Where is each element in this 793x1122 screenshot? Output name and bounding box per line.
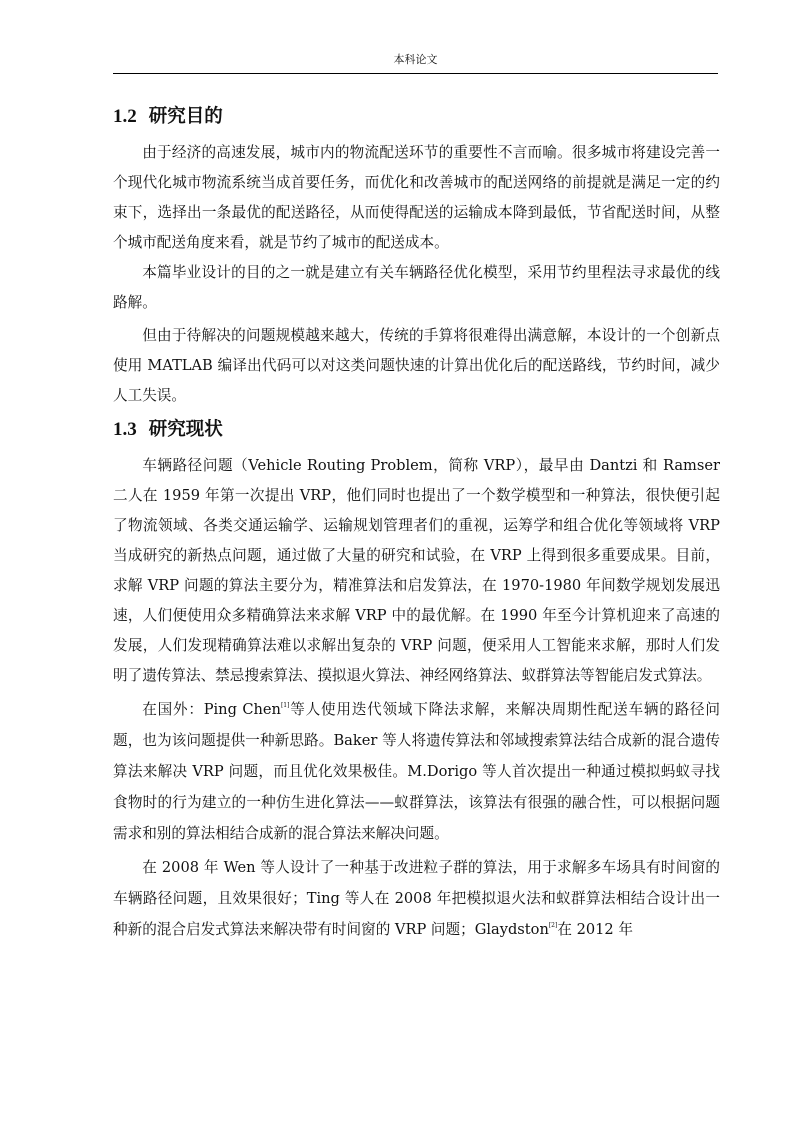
paragraph-text: 等人使用迭代领域下降法求解，来解决周期性配送车辆的路径问题，也为该问题提供一种新思路。Baker 等人将遗传算法和邻域搜索算法结合成新的混合遗传算法来解决 VRP 问题，而且优化效果极佳。M.Dorigo 等人首次提出一种通过模拟蚂蚁寻找食物时的行为建立的一种仿生进化算法——蚁群算法，该算法有很强的融合性，可以根据问题需求和别的算法相结合成新的混合算法来解决问题。 bbox=[113, 701, 720, 842]
paragraph: 车辆路径问题（Vehicle Routing Problem，简称 VRP），最早由 Dantzi 和 Ramser 二人在 1959 年第一次提出 VRP，他们同时也提出了一个数学模型和一种算法，很快便引起了物流领域、各类交通运输学、运输规划管理者们的重视，运筹学和组合优化等领域将 VRP 当成研究的新热点问题，通过做了大量的研究和试验，在 VRP 上得到很多重要成果。目前，求解 VRP 问题的算法主要分为，精准算法和启发算法，在 1970-1980 年间数学规划发展迅速，人们便使用众多精确算法来求解 VRP 中的最优解。在 1990 年至今计算机迎来了高速的发展，人们发现精确算法难以求解出复杂的 VRP 问题，便采用人工智能来求解，那时人们发明了遗传算法、禁忌搜索算法、摸拟退火算法、神经网络算法、蚁群算法等智能启发式算法。 bbox=[113, 457, 720, 684]
page-header: 本科论文 bbox=[393, 53, 438, 66]
citation-ref[interactable]: [2] bbox=[548, 922, 558, 929]
paragraph: 本篇毕业设计的目的之一就是建立有关车辆路径优化模型，采用节约里程法寻求最优的线路解。 bbox=[113, 264, 720, 311]
section-title: 研究现状 bbox=[148, 419, 223, 440]
section-number: 1.3 bbox=[113, 419, 137, 440]
paragraph-text: 在 2008 年 Wen 等人设计了一种基于改进粒子群的算法，用于求解多车场具有时间窗的车辆路径问题，且效果很好；Ting 等人在 2008 年把模拟退火法和蚁群算法相结合设计出一种新的混合启发式算法来解决带有时间窗的 VRP 问题；Glaydston bbox=[113, 859, 720, 938]
section-title: 研究目的 bbox=[148, 106, 223, 127]
paragraph: 但由于待解决的问题规模越来越大，传统的手算将很难得出满意解，本设计的一个创新点使用 MATLAB 编译出代码可以对这类问题快速的计算出优化后的配送路线，节约时间，减少人工失误。 bbox=[113, 327, 720, 404]
paragraph: 由于经济的高速发展，城市内的物流配送环节的重要性不言而喻。很多城市将建设完善一个现代化城市物流系统当成首要任务，而优化和改善城市的配送网络的前提就是满足一定的约束下，选择出一条最优的配送路径，从而使得配送的运输成本降到最低，节省配送时间，从整个城市配送角度来看，就是节约了城市的配送成本。 bbox=[113, 144, 720, 251]
header-rule bbox=[113, 73, 718, 74]
section-heading-1-2 bbox=[113, 100, 720, 134]
citation-ref[interactable]: [1] bbox=[280, 702, 290, 709]
section-number: 1.2 bbox=[113, 106, 137, 127]
paragraph-text: 在国外：Ping Chen bbox=[142, 701, 281, 718]
section-heading-1-3 bbox=[113, 413, 720, 447]
paragraph bbox=[113, 694, 720, 849]
paragraph bbox=[113, 852, 720, 945]
paragraph-text: 在 2012 年 bbox=[557, 921, 633, 938]
paper-body bbox=[113, 100, 720, 945]
